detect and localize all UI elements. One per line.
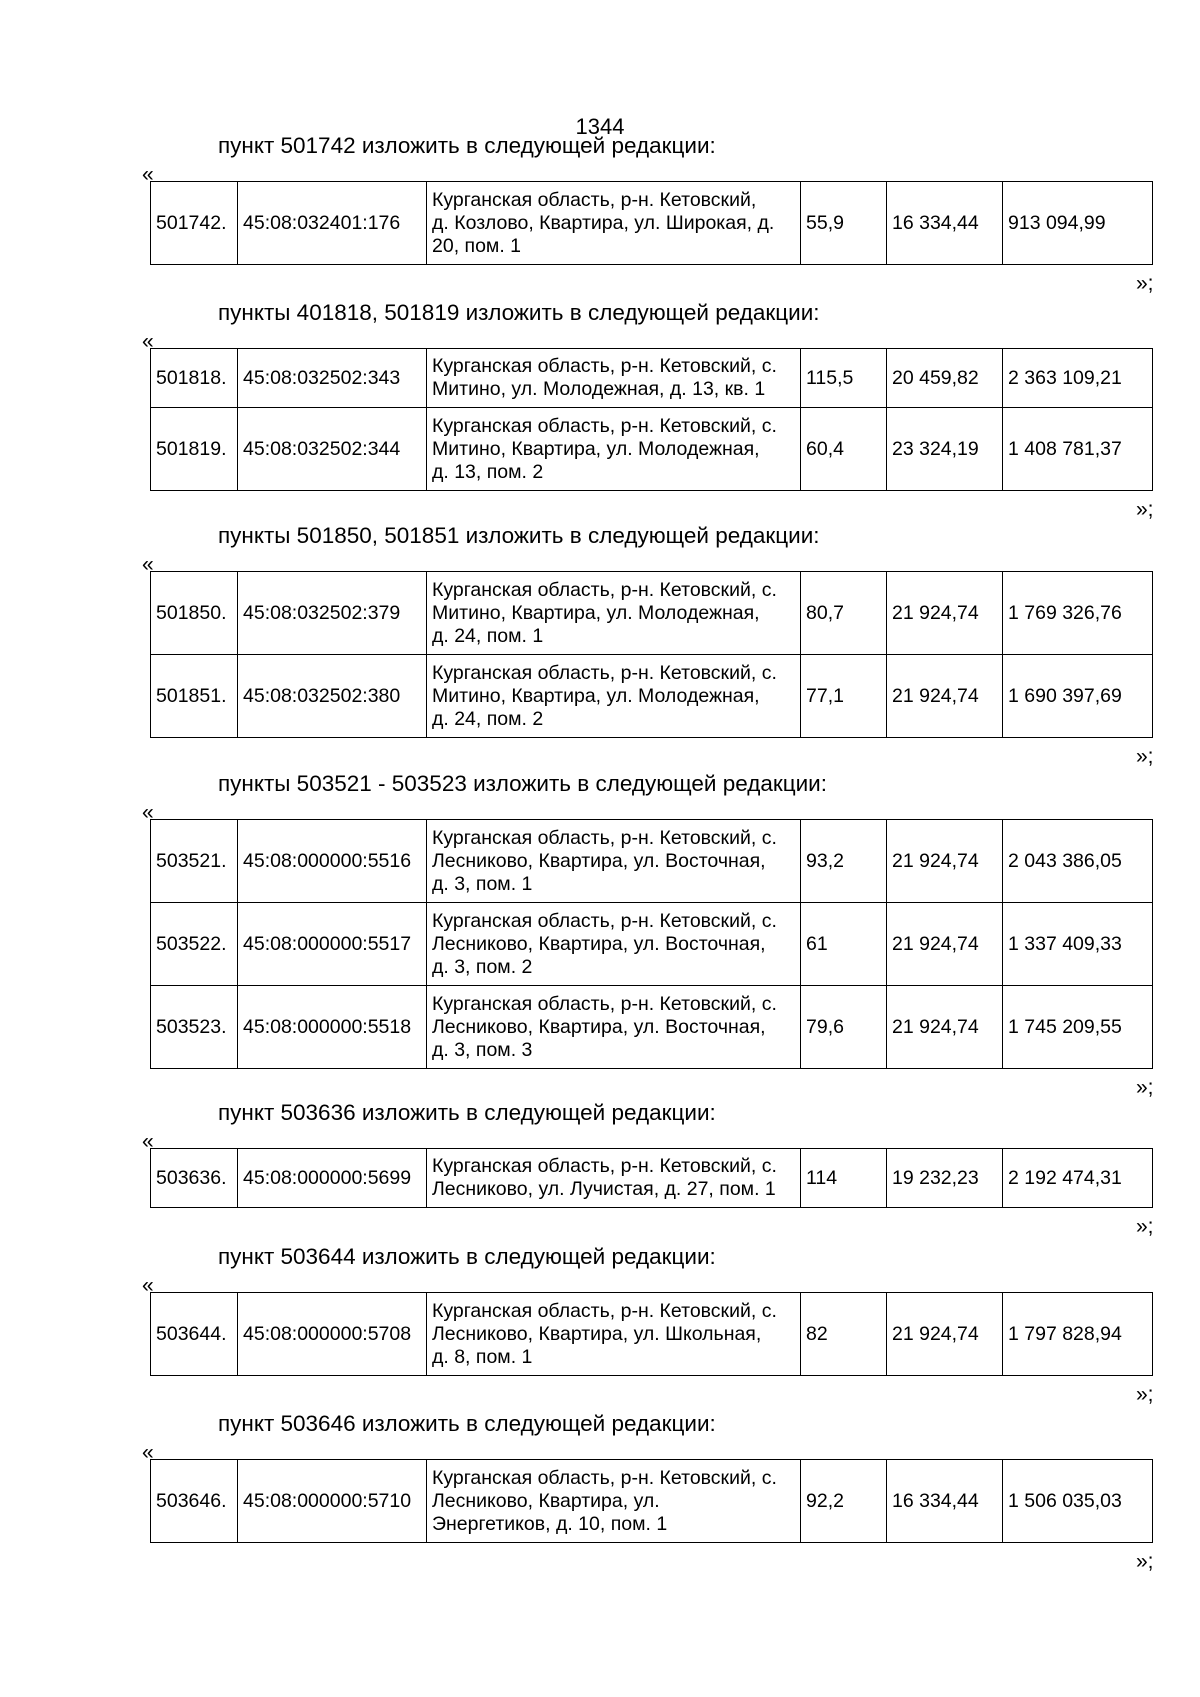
- table-row: [151, 182, 1153, 265]
- cadastral-cell: 45:08:000000:5699: [238, 1149, 427, 1208]
- value-cell: 1 769 326,76: [1003, 572, 1153, 655]
- value-cell: 1 745 209,55: [1003, 986, 1153, 1069]
- area-cell: 114: [801, 1149, 887, 1208]
- address-cell: Курганская область, р-н. Кетовский, с. Митино, Квартира, ул. Молодежная, д. 24, пом. 1: [427, 572, 801, 655]
- opening-quote: «: [142, 1441, 154, 1464]
- closing-quote: »;: [1136, 272, 1154, 295]
- area-cell: 77,1: [801, 655, 887, 738]
- value-cell: 2 043 386,05: [1003, 820, 1153, 903]
- closing-quote: »;: [1136, 1550, 1154, 1573]
- property-table: [150, 1459, 1153, 1543]
- address-cell: Курганская область, р-н. Кетовский, с. Митино, ул. Молодежная, д. 13, кв. 1: [427, 349, 801, 408]
- property-table: [150, 1292, 1153, 1376]
- opening-quote: «: [142, 163, 154, 186]
- number-cell: 503521.: [151, 820, 238, 903]
- table-row: [151, 986, 1153, 1069]
- cadastral-cell: 45:08:032502:379: [238, 572, 427, 655]
- rate-cell: 20 459,82: [887, 349, 1003, 408]
- closing-quote: »;: [1136, 1215, 1154, 1238]
- area-cell: 80,7: [801, 572, 887, 655]
- number-cell: 501742.: [151, 182, 238, 265]
- section-heading: пункты 401818, 501819 изложить в следующей редакции:: [218, 300, 820, 325]
- cadastral-cell: 45:08:032502:344: [238, 408, 427, 491]
- section-heading: пункт 503644 изложить в следующей редакции:: [218, 1244, 716, 1269]
- closing-quote: »;: [1136, 1076, 1154, 1099]
- rate-cell: 21 924,74: [887, 903, 1003, 986]
- property-table: [150, 571, 1153, 738]
- table-row: [151, 1293, 1153, 1376]
- value-cell: 2 192 474,31: [1003, 1149, 1153, 1208]
- opening-quote: «: [142, 1130, 154, 1153]
- opening-quote: «: [142, 553, 154, 576]
- value-cell: 1 506 035,03: [1003, 1460, 1153, 1543]
- table-row: [151, 655, 1153, 738]
- rate-cell: 16 334,44: [887, 182, 1003, 265]
- cadastral-cell: 45:08:032502:380: [238, 655, 427, 738]
- cadastral-cell: 45:08:000000:5516: [238, 820, 427, 903]
- table-row: [151, 408, 1153, 491]
- table-row: [151, 1460, 1153, 1543]
- area-cell: 115,5: [801, 349, 887, 408]
- number-cell: 501819.: [151, 408, 238, 491]
- property-table: [150, 348, 1153, 491]
- opening-quote: «: [142, 801, 154, 824]
- cadastral-cell: 45:08:000000:5517: [238, 903, 427, 986]
- rate-cell: 21 924,74: [887, 986, 1003, 1069]
- closing-quote: »;: [1136, 1383, 1154, 1406]
- address-cell: Курганская область, р-н. Кетовский, с. Лесниково, ул. Лучистая, д. 27, пом. 1: [427, 1149, 801, 1208]
- address-cell: Курганская область, р-н. Кетовский, с. Лесниково, Квартира, ул. Восточная, д. 3, пом. 3: [427, 986, 801, 1069]
- value-cell: 913 094,99: [1003, 182, 1153, 265]
- area-cell: 60,4: [801, 408, 887, 491]
- section-heading: пункты 503521 - 503523 изложить в следующей редакции:: [218, 771, 828, 796]
- area-cell: 82: [801, 1293, 887, 1376]
- property-table: [150, 819, 1153, 1069]
- property-table: [150, 1148, 1153, 1208]
- area-cell: 92,2: [801, 1460, 887, 1543]
- number-cell: 503522.: [151, 903, 238, 986]
- value-cell: 1 408 781,37: [1003, 408, 1153, 491]
- page-number: 1344: [575, 114, 625, 139]
- table-row: [151, 820, 1153, 903]
- address-cell: Курганская область, р-н. Кетовский, с. Лесниково, Квартира, ул. Восточная, д. 3, пом. 2: [427, 903, 801, 986]
- table-row: [151, 1149, 1153, 1208]
- number-cell: 501818.: [151, 349, 238, 408]
- rate-cell: 19 232,23: [887, 1149, 1003, 1208]
- value-cell: 2 363 109,21: [1003, 349, 1153, 408]
- address-cell: Курганская область, р-н. Кетовский, с. Лесниково, Квартира, ул. Энергетиков, д. 10, пом. 1: [427, 1460, 801, 1543]
- address-cell: Курганская область, р-н. Кетовский, с. Митино, Квартира, ул. Молодежная, д. 24, пом. 2: [427, 655, 801, 738]
- section-heading: пункт 503636 изложить в следующей редакции:: [218, 1100, 716, 1125]
- area-cell: 55,9: [801, 182, 887, 265]
- cadastral-cell: 45:08:000000:5710: [238, 1460, 427, 1543]
- cadastral-cell: 45:08:032401:176: [238, 182, 427, 265]
- number-cell: 503523.: [151, 986, 238, 1069]
- rate-cell: 23 324,19: [887, 408, 1003, 491]
- number-cell: 503636.: [151, 1149, 238, 1208]
- rate-cell: 21 924,74: [887, 820, 1003, 903]
- section-heading: пункт 503646 изложить в следующей редакции:: [218, 1411, 716, 1436]
- rate-cell: 21 924,74: [887, 655, 1003, 738]
- closing-quote: »;: [1136, 745, 1154, 768]
- closing-quote: »;: [1136, 498, 1154, 521]
- section-heading: пункт 501742 изложить в следующей редакции:: [218, 133, 716, 158]
- address-cell: Курганская область, р-н. Кетовский, д. Козлово, Квартира, ул. Широкая, д. 20, пом. 1: [427, 182, 801, 265]
- table-row: [151, 349, 1153, 408]
- cadastral-cell: 45:08:000000:5518: [238, 986, 427, 1069]
- area-cell: 79,6: [801, 986, 887, 1069]
- number-cell: 501850.: [151, 572, 238, 655]
- area-cell: 93,2: [801, 820, 887, 903]
- section-heading: пункты 501850, 501851 изложить в следующей редакции:: [218, 523, 820, 548]
- rate-cell: 16 334,44: [887, 1460, 1003, 1543]
- address-cell: Курганская область, р-н. Кетовский, с. Лесниково, Квартира, ул. Восточная, д. 3, пом. 1: [427, 820, 801, 903]
- number-cell: 501851.: [151, 655, 238, 738]
- table-row: [151, 903, 1153, 986]
- address-cell: Курганская область, р-н. Кетовский, с. Митино, Квартира, ул. Молодежная, д. 13, пом. 2: [427, 408, 801, 491]
- opening-quote: «: [142, 330, 154, 353]
- number-cell: 503644.: [151, 1293, 238, 1376]
- rate-cell: 21 924,74: [887, 1293, 1003, 1376]
- area-cell: 61: [801, 903, 887, 986]
- cadastral-cell: 45:08:000000:5708: [238, 1293, 427, 1376]
- cadastral-cell: 45:08:032502:343: [238, 349, 427, 408]
- property-table: [150, 181, 1153, 265]
- table-row: [151, 572, 1153, 655]
- value-cell: 1 797 828,94: [1003, 1293, 1153, 1376]
- rate-cell: 21 924,74: [887, 572, 1003, 655]
- opening-quote: «: [142, 1274, 154, 1297]
- address-cell: Курганская область, р-н. Кетовский, с. Лесниково, Квартира, ул. Школьная, д. 8, пом. 1: [427, 1293, 801, 1376]
- value-cell: 1 337 409,33: [1003, 903, 1153, 986]
- number-cell: 503646.: [151, 1460, 238, 1543]
- value-cell: 1 690 397,69: [1003, 655, 1153, 738]
